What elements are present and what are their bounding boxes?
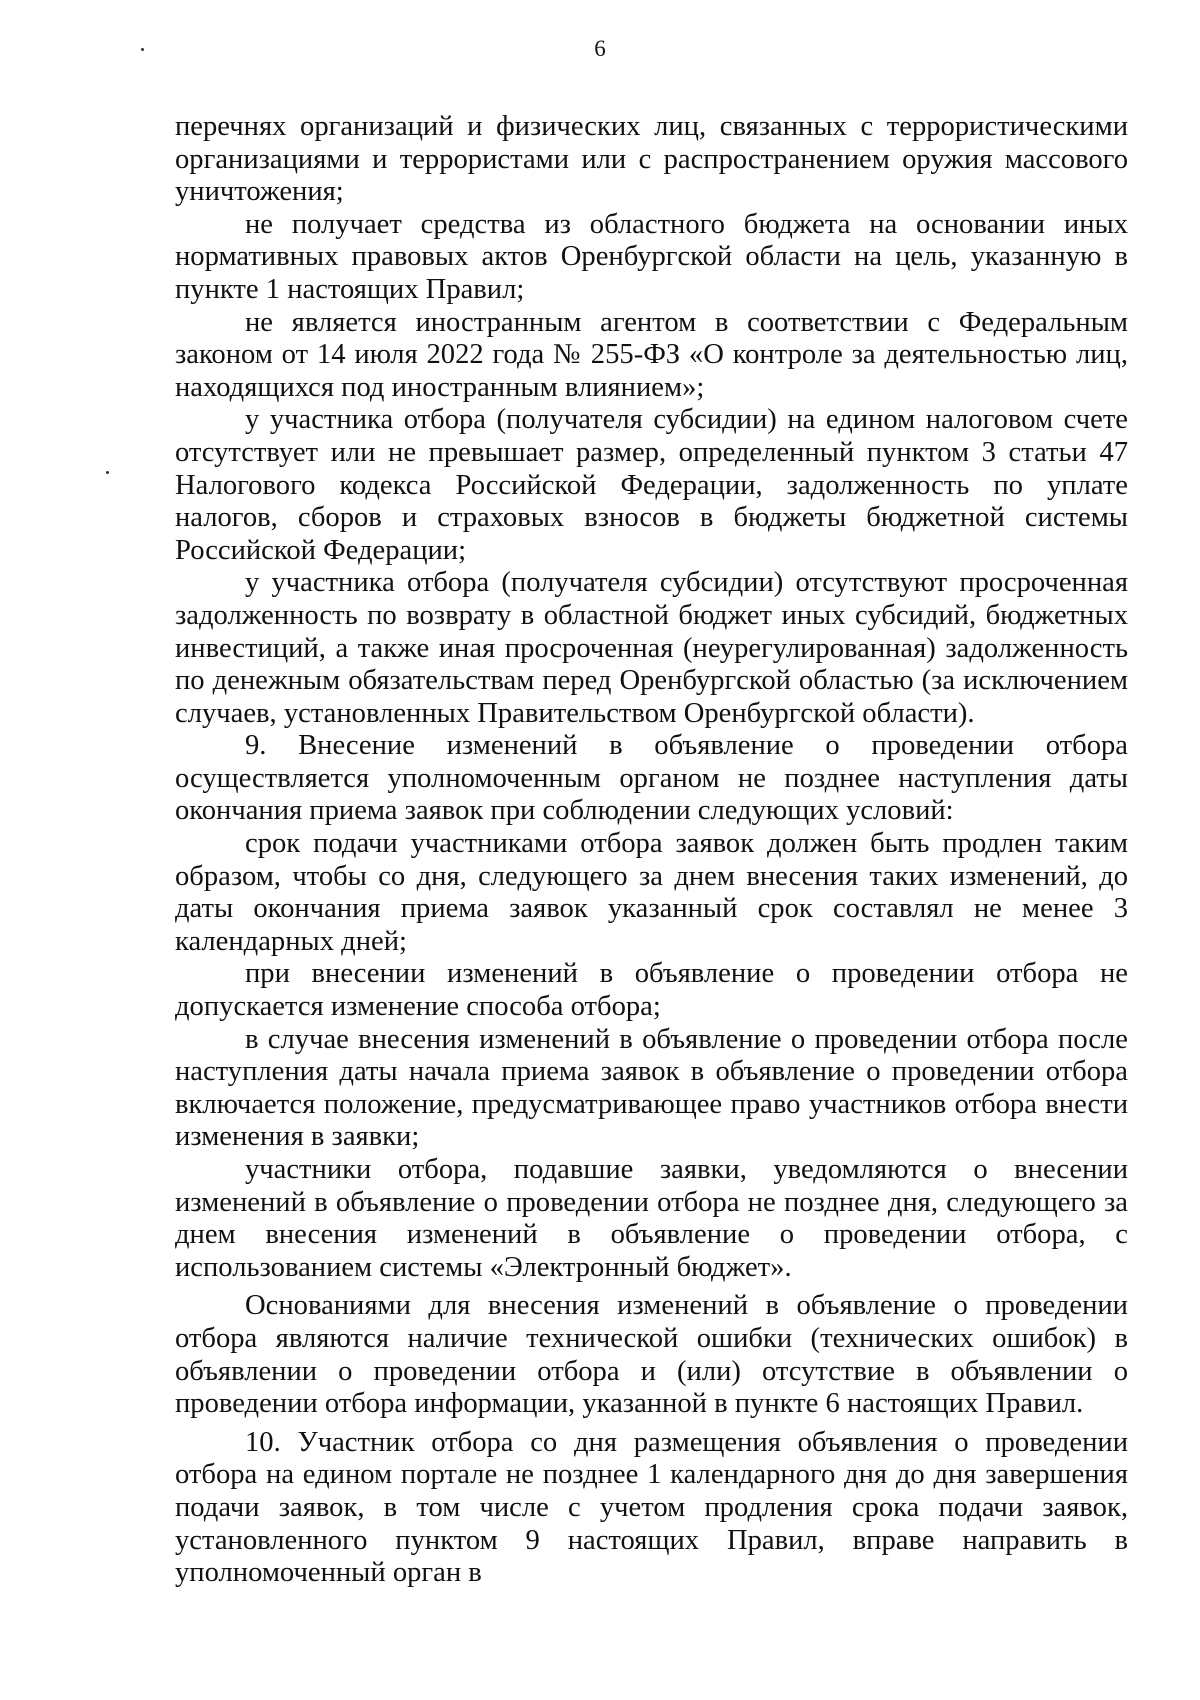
paragraph: не является иностранным агентом в соответствии с Федеральным законом от 14 июля 2022 года № 255-ФЗ «О контроле за деятельностью лиц, находящихся под иностранным влиянием»; (175, 306, 1128, 403)
paragraph: при внесении изменений в объявление о проведении отбора не допускается изменение способа отбора; (175, 958, 1128, 1023)
paragraph-item-9: 9. Внесение изменений в объявление о проведении отбора осуществляется уполномоченным органом не позднее наступления даты окончания приема заявок при соблюдении следующих условий: (175, 730, 1128, 827)
paragraph: участники отбора, подавшие заявки, уведомляются о внесении изменений в объявление о проведении отбора не позднее дня, следующего за днем внесения изменений в объявление о проведении отбора, с использованием системы «Электронный бюджет». (175, 1154, 1128, 1283)
paragraph: перечнях организаций и физических лиц, связанных с террористическими организациями и террористами или с распространением оружия массового уничтожения; (175, 111, 1128, 208)
page-number: 6 (594, 36, 606, 61)
paragraph: в случае внесения изменений в объявление о проведении отбора после наступления даты начала приема заявок в объявление о проведении отбора включается положение, предусматривающее право участников отбора внести изменения в заявки; (175, 1023, 1128, 1153)
paragraph: срок подачи участниками отбора заявок должен быть продлен таким образом, чтобы со дня, следующего за днем внесения таких изменений, до даты окончания приема заявок указанный срок составлял не менее 3 календарных дней; (175, 828, 1128, 957)
document-body (175, 111, 1128, 1590)
paragraph: не получает средства из областного бюджета на основании иных нормативных правовых актов Оренбургской области на цель, указанную в пункте 1 настоящих Правил; (175, 208, 1128, 305)
paragraph: у участника отбора (получателя субсидии) на едином налоговом счете отсутствует или не превышает размер, определенный пунктом 3 статьи 47 Налогового кодекса Российской Федерации, задолженность по уплате налогов, сборов и страховых взносов в бюджеты бюджетной системы Российской Федерации; (175, 404, 1128, 566)
paragraph: Основаниями для внесения изменений в объявление о проведении отбора являются наличие технической ошибки (технических ошибок) в объявлении о проведении отбора и (или) отсутствие в объявлении о проведении отбора информации, указанной в пункте 6 настоящих Правил. (175, 1290, 1128, 1420)
scan-speck (106, 471, 109, 474)
paragraph-item-10: 10. Участник отбора со дня размещения объявления о проведении отбора на едином портале не позднее 1 календарного дня до дня завершения подачи заявок, в том числе с учетом продления срока подачи заявок, установленного пунктом 9 настоящих Правил, вправе направить в уполномоченный орган в (175, 1426, 1128, 1589)
paragraph: у участника отбора (получателя субсидии) отсутствуют просроченная задолженность по возврату в областной бюджет иных субсидий, бюджетных инвестиций, а также иная просроченная (неурегулированная) задолженность по денежным обязательствам перед Оренбургской областью (за исключением случаев, установленных Правительством Оренбургской области). (175, 567, 1128, 729)
